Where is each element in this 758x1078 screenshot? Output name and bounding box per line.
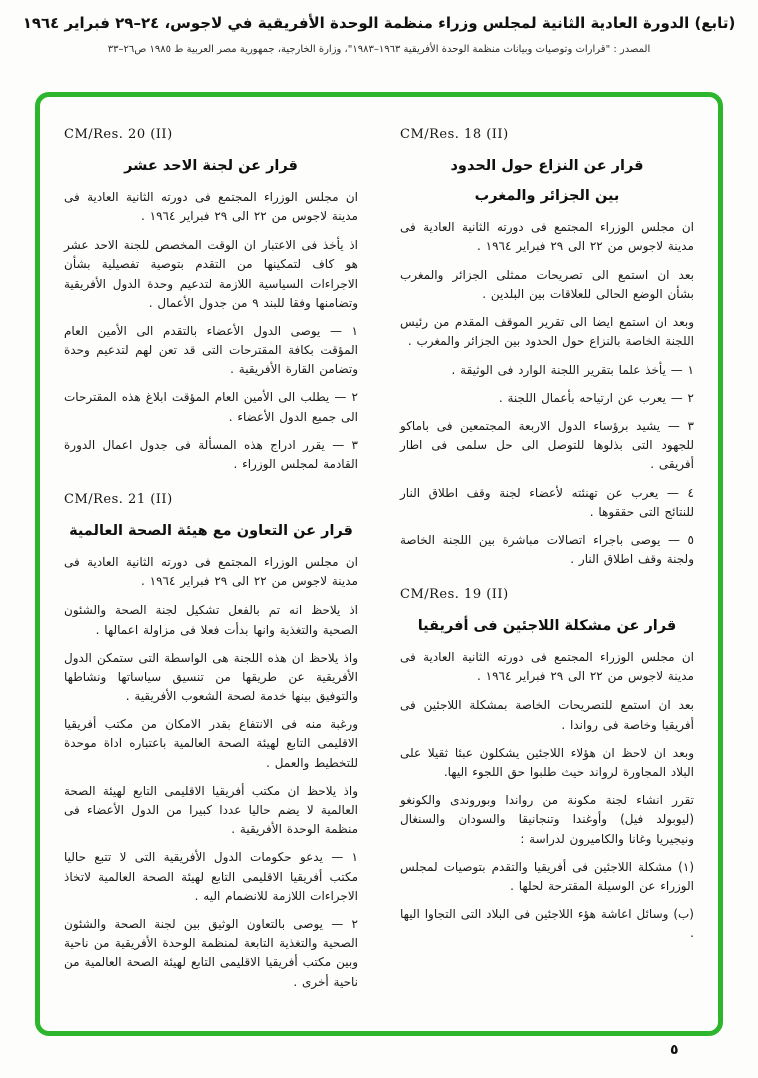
page-header: [20, 12, 738, 55]
resolution-paragraph: ٢ — يعرب عن ارتياحه بأعمال اللجنة .: [498, 390, 694, 405]
page-number: ٥: [670, 1042, 679, 1058]
resolution-paragraph: تقرر انشاء لجنة مكونة من رواندا وبوروندى والكونغو (ليوبولد فيل) وأوغندا وتنجانيقا والسودان والسنغال ونيجيريا وغانا والكاميرون لدراسة :: [400, 793, 694, 846]
resolution-paragraph: ١ — يأخذ علما بتقرير اللجنة الوارد فى الوثيقة .: [451, 362, 694, 377]
resolution-block: [400, 587, 694, 943]
resolution-id: CM/Res. 18 (II): [400, 127, 509, 142]
document-title: (تابع) الدورة العادية الثانية لمجلس وزراء منظمة الوحدة الأفريقية في لاجوس، ٢٤–٢٩ فبراير ١٩٦٤: [22, 14, 736, 32]
resolution-paragraph: ١ — يوصى الدول الأعضاء بالتقدم الى الأمين العام المؤقت بكافة المقترحات التى قد تعن لهم لتدعيم وحدة وتضامن القارة الأفريقية .: [64, 323, 358, 377]
resolution-paragraph: اذ يأخذ فى الاعتبار ان الوقت المخصص للجنة الاحد عشر هو كاف لتمكينها من التقدم بتوصية تفصيلية بشأن الاجراءات السياسية اللازمة لتدعيم وحدة الدول الأفريقية وتضامنها وفقا للبند ٩ من جدول الأعمال .: [64, 238, 358, 310]
resolution-paragraph: ١ — يدعو حكومات الدول الأفريقية التى لا تتبع حاليا مكتب أفريقيا الاقليمى التابع لهيئة الصحة العالمية لاتخاذ الاجراءات اللازمة للانضمام اليه .: [64, 850, 358, 903]
resolution-paragraph: واذ يلاحظ ان مكتب أفريقيا الاقليمى التابع لهيئة الصحة العالمية لا يضم حاليا عددا كبيرا من الدول الأعضاء فى منظمة الوحدة الأفريقية .: [64, 783, 358, 837]
resolution-id: CM/Res. 19 (II): [400, 587, 509, 603]
resolution-title: قرار عن التعاون مع هيئة الصحة العالمية: [69, 523, 353, 540]
resolution-id: CM/Res. 20 (II): [64, 127, 173, 142]
resolution-title: قرار عن النزاع حول الحدود: [450, 158, 644, 174]
column-left: [64, 123, 358, 1017]
resolution-paragraph: ٢ — يوصى بالتعاون الوثيق بين لجنة الصحة والشئون الصحية والتغذية التابعة لمنظمة الوحدة الأفريقية من ناحية وبين مكتب أفريقيا الاقليمى التابع لهيئة الصحة العالمية من ناحية أخرى .: [64, 916, 358, 989]
resolution-paragraph: (١) مشكلة اللاجئين فى أفريقيا والتقدم بتوصيات لمجلس الوزراء عن الوسيلة المقترحة لحلها .: [400, 859, 694, 893]
resolution-paragraph: وبعد ان لاحظ ان هؤلاء اللاجئين يشكلون عبئا ثقيلا على البلاد المجاورة لرواند حيث طلبوا حق اللجوء اليها.: [400, 745, 694, 779]
resolution-paragraph: ان مجلس الوزراء المجتمع فى دورته الثانية العادية فى مدينة لاجوس من ٢٢ الى ٢٩ فبراير ١٩٦٤ .: [400, 650, 694, 684]
resolution-paragraph: وبعد ان استمع ايضا الى تقرير الموقف المقدم من رئيس اللجنة الخاصة بالنزاع حول الحدود بين الجزائر والمغرب .: [400, 315, 694, 349]
resolution-title: قرار عن مشكلة اللاجئين فى أفريقيا: [417, 618, 677, 635]
resolution-paragraph: ورغبة منه فى الانتفاع بقدر الامكان من مكتب أفريقيا الاقليمى التابع لهيئة الصحة العالمية باعتباره اداة موحدة للتخطيط والعمل .: [64, 717, 358, 770]
resolution-paragraph: ٥ — يوصى باجراء اتصالات مباشرة بين اللجنة الخاصة ولجنة وقف اطلاق النار .: [400, 532, 694, 567]
resolution-id: CM/Res. 21 (II): [64, 492, 173, 508]
resolution-paragraph: (ب) وسائل اعاشة هؤء اللاجئين فى البلاد التى التجاوا اليها .: [400, 907, 694, 941]
resolution-paragraph: ان مجلس الوزراء المجتمع فى دورته الثانية العادية فى مدينة لاجوس من ٢٢ الى ٢٩ فبراير ١٩٦٤ .: [400, 219, 694, 253]
resolution-paragraph: ٣ — يقرر ادراج هذه المسألة فى جدول اعمال الدورة القادمة لمجلس الوزراء .: [64, 437, 358, 471]
resolution-title: قرار عن لجنة الاحد عشر: [124, 158, 298, 174]
resolution-block: [64, 492, 358, 992]
resolution-paragraph: ان مجلس الوزراء المجتمع فى دورته الثانية العادية فى مدينة لاجوس من ٢٢ الى ٢٩ فبراير ١٩٦٤ .: [64, 554, 358, 589]
resolution-paragraph: اذ يلاحظ انه تم بالفعل تشكيل لجنة الصحة والشئون الصحية والتغذية وانها بدأت فعلا فى مزاولة اعمالها .: [64, 603, 358, 637]
resolution-paragraph: واذ يلاحظ ان هذه اللجنة هى الواسطة التى ستمكن الدول الأفريقية عن طريقها من تنسيق سياساتها ونشاطها والتوفيق بينها خدمة لصحة الشعوب الأفريقية .: [64, 650, 358, 704]
resolution-paragraph: ٤ — يعرب عن تهنئته لأعضاء لجنة وقف اطلاق النار للنتائج التى حققوها .: [400, 485, 694, 519]
resolution-paragraph: ٢ — يطلب الى الأمين العام المؤقت ابلاغ هذه المقترحات الى جميع الدول الأعضاء .: [64, 390, 358, 424]
content-frame: [35, 92, 723, 1036]
resolution-paragraph: بعد ان استمع للتصريحات الخاصة بمشكلة اللاجئين فى أفريقيا وخاصة فى رواندا .: [400, 698, 694, 732]
column-right: [400, 123, 694, 1017]
source-line: المصدر : "قرارات وتوصيات وبيانات منظمة الوحدة الأفريقية ١٩٦٣–١٩٨٣"، وزارة الخارجية، جمهورية مصر العربية ط ١٩٨٥ ص٢٦–٣٣: [107, 43, 651, 55]
resolution-paragraph: ٣ — يشيد برؤساء الدول الاربعة المجتمعين فى باماكو للجهود التى بذلوها للتوصل الى حل سلمى فى اطار أفريقى .: [400, 419, 694, 472]
resolution-block: [400, 127, 694, 569]
resolution-block: [64, 127, 358, 474]
resolution-title: بين الجزائر والمغرب: [474, 187, 620, 204]
resolution-paragraph: بعد ان استمع الى تصريحات ممثلى الجزائر والمغرب بشأن الوضع الحالى للعلاقات بين البلدين .: [400, 267, 694, 302]
resolution-paragraph: ان مجلس الوزراء المجتمع فى دورته الثانية العادية فى مدينة لاجوس من ٢٢ الى ٢٩ فبراير ١٩٦٤ .: [64, 189, 358, 223]
